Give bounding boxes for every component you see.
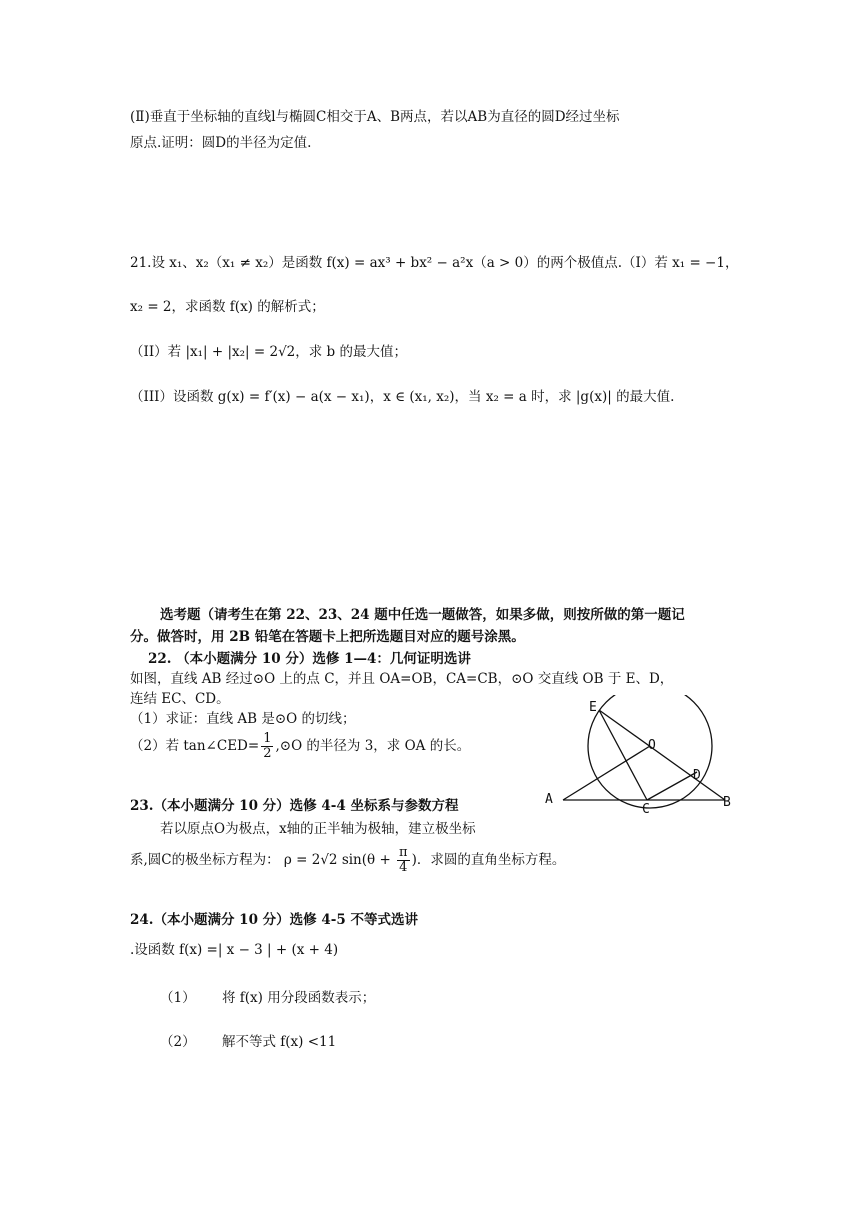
q24-item2: 解不等式 f(x) <11	[222, 1034, 337, 1050]
elective-line2: 分。做答时，用 2B 铅笔在答题卡上把所选题目对应的题号涂黑。	[130, 629, 525, 645]
q22-part1: （1）求证：直线 AB 是⊙O 的切线；	[130, 711, 356, 727]
geometry-figure	[538, 695, 748, 815]
q22-line2: 连结 EC、CD。	[130, 691, 230, 707]
q24-title: 24.（本小题满分 10 分）选修 4-5 不等式选讲	[130, 912, 418, 928]
q22-part2	[130, 730, 470, 762]
line-eb	[599, 710, 725, 800]
fraction-numerator: π	[399, 845, 408, 860]
line-oa	[563, 746, 650, 800]
q24-item2-number: （2）	[160, 1034, 196, 1050]
q23-title: 23.（本小题满分 10 分）选修 4-4 坐标系与参数方程	[130, 798, 459, 814]
label-c: C	[642, 802, 650, 815]
elective-line1: 选考题（请考生在第 22、23、24 题中任选一题做答，如果多做，则按所做的第一题记	[160, 607, 685, 623]
q21-line4: （III）设函数 g(x) = f′(x) − a(x − x₁)，x ∈ (x₁, x₂)，当 x₂ = a 时，求 |g(x)| 的最大值.	[130, 389, 675, 405]
q21-line1: 21.设 x₁、x₂（x₁ ≠ x₂）是函数 f(x) = ax³ + bx² − a²x（a > 0）的两个极值点.（I）若 x₁ = −1，	[130, 255, 739, 271]
fraction-denominator: 4	[399, 860, 408, 875]
q20-part2-line2: 原点.证明：圆D的半径为定值.	[130, 135, 312, 151]
q21-line3: （II）若 |x₁| + |x₂| = 2√2，求 b 的最大值；	[130, 344, 407, 360]
label-a: A	[545, 792, 553, 807]
label-d: D	[693, 768, 701, 783]
q22-part2-fraction	[261, 732, 273, 761]
q22-part2-post: ,⊙O 的半径为 3，求 OA 的长。	[275, 738, 471, 754]
q23-line2-post: )．求圆的直角坐标方程。	[411, 852, 566, 868]
q24-item1-number: （1）	[160, 990, 196, 1006]
label-e: E	[589, 700, 597, 715]
line-cd	[647, 772, 697, 800]
line-ec	[599, 710, 647, 800]
q22-part2-pre: （2）若 tan∠CED=	[130, 738, 260, 754]
q24-line1: .设函数 f(x) =| x − 3 | + (x + 4)	[130, 942, 339, 958]
q23-line1: 若以原点O为极点，x轴的正半轴为极轴，建立极坐标	[160, 821, 476, 837]
q22-title: 22. （本小题满分 10 分）选修 1—4：几何证明选讲	[148, 651, 471, 667]
q20-part2-line1: (Ⅱ)垂直于坐标轴的直线l与椭圆C相交于A、B两点，若以AB为直径的圆D经过坐标	[130, 109, 620, 125]
fraction-denominator: 2	[263, 746, 272, 761]
label-b: B	[723, 795, 731, 810]
q24-item1: 将 f(x) 用分段函数表示；	[222, 990, 376, 1006]
q22-line1: 如图，直线 AB 经过⊙O 上的点 C，并且 OA=OB，CA=CB，⊙O 交直线 OB 于 E、D，	[130, 671, 674, 687]
q23-fraction	[397, 846, 410, 875]
fraction-numerator: 1	[263, 731, 272, 746]
label-o: O	[648, 738, 656, 753]
q23-line2-pre: 系,圆C的极坐标方程为： ρ = 2√2 sin(θ +	[130, 852, 396, 868]
q21-line2: x₂ = 2，求函数 f(x) 的解析式；	[130, 299, 325, 315]
q23-line2	[130, 844, 565, 876]
